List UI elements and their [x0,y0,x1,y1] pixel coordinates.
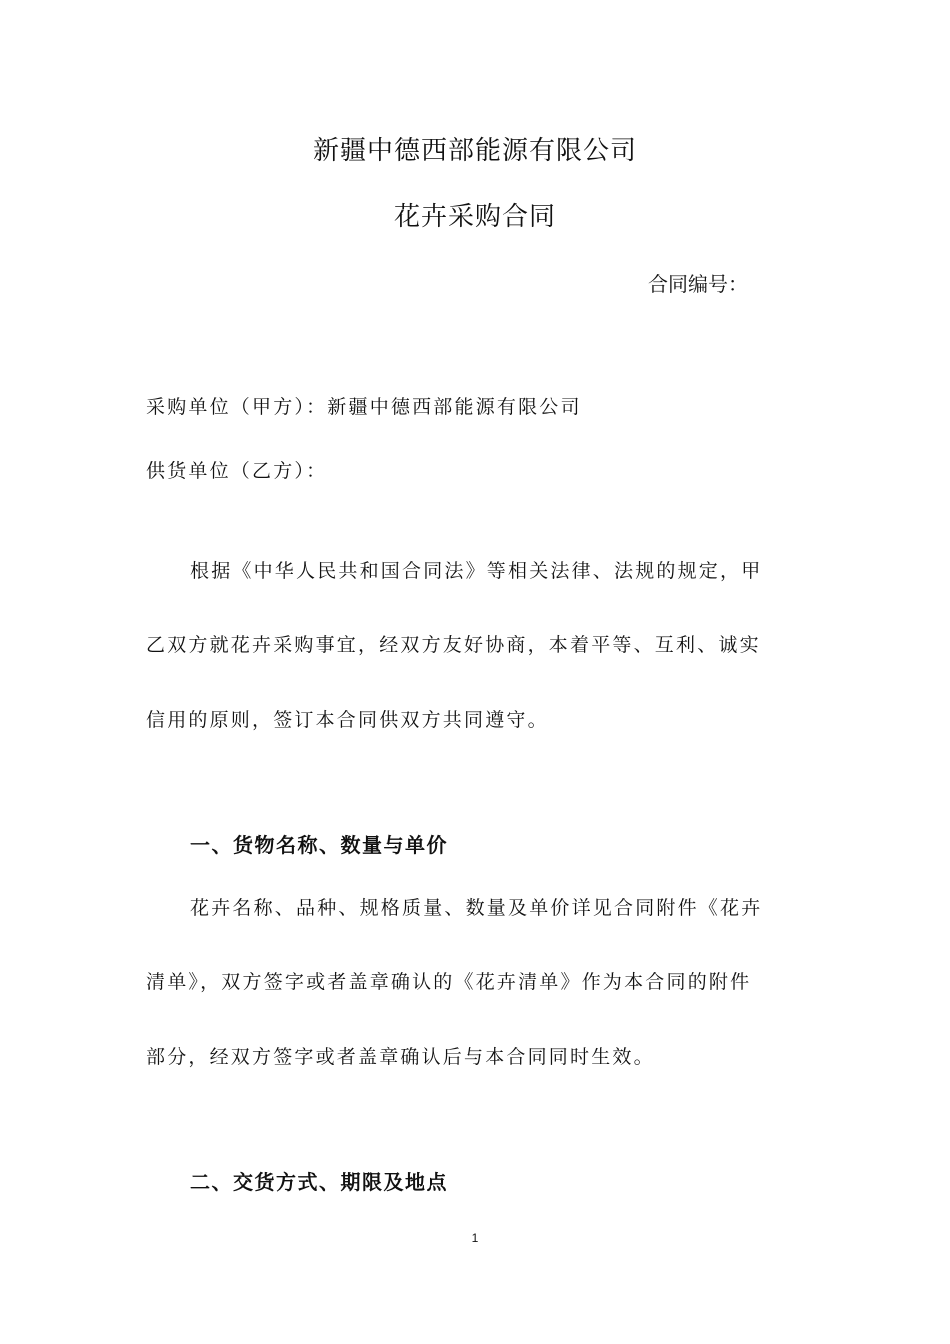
section1-line: 清单》，双方签字或者盖章确认的《花卉清单》作为本合同的附件 [146,971,752,993]
intro-line: 信用的原则，签订本合同供双方共同遵守。 [146,709,549,731]
section1-line: 花卉名称、品种、规格质量、数量及单价详见合同附件《花卉 [190,897,763,919]
section1-heading: 一、货物名称、数量与单价 [190,833,448,857]
section1-line: 部分，经双方签字或者盖章确认后与本合同同时生效。 [146,1046,655,1068]
supplier-line: 供货单位（乙方）： [146,460,328,482]
contract-title: 花卉采购合同 [393,202,556,232]
buyer-line: 采购单位（甲方）：新疆中德西部能源有限公司 [146,396,582,418]
section2-heading: 二、交货方式、期限及地点 [190,1170,448,1194]
contract-number-label: 合同编号： [648,272,748,296]
company-title: 新疆中德西部能源有限公司 [312,136,637,166]
intro-line: 根据《中华人民共和国合同法》等相关法律、法规的规定，甲 [190,560,763,582]
intro-line: 乙双方就花卉采购事宜，经双方友好协商，本着平等、互利、诚实 [146,634,761,656]
page-number: 1 [471,1231,479,1245]
